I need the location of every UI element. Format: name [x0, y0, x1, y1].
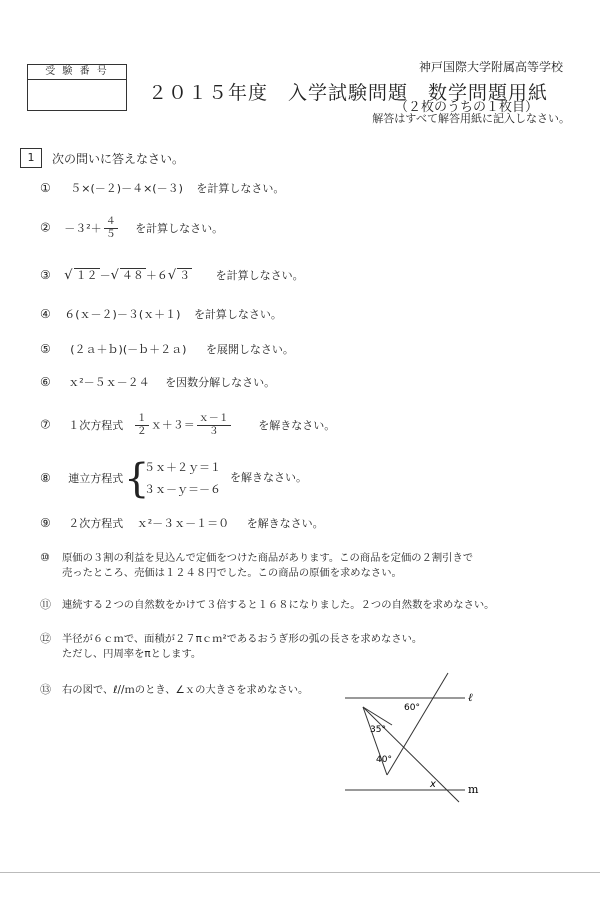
section-instruction: 次の問いに答えなさい。	[52, 152, 185, 166]
question-expression: ６(ｘ－２)－３(ｘ＋１)	[64, 308, 181, 321]
question-instruction: を計算しなさい。	[196, 182, 285, 195]
question-13-line-1: 右の図で、ℓ//ｍのとき、∠ｘの大きさを求めなさい。	[62, 684, 309, 696]
exam-number-label: 受 験 番 号	[28, 65, 126, 80]
section-number: 1	[20, 148, 42, 168]
triangle-top-side	[363, 707, 392, 725]
question-12-number: ⑫	[40, 632, 51, 645]
page-bottom-divider	[0, 872, 600, 873]
operator: ＋６	[145, 269, 168, 282]
question-expression: (２ａ＋ｂ)(－ｂ＋２ａ)	[70, 343, 187, 356]
question-10-number: ⑩	[40, 551, 50, 564]
question-instruction: を解きなさい。	[230, 471, 307, 484]
question-5	[40, 342, 294, 357]
question-1	[40, 181, 284, 196]
fraction-denominator: ３	[208, 426, 219, 437]
question-number: ②	[40, 220, 51, 235]
question-12-line-2: ただし、円周率をπとします。	[62, 648, 202, 660]
question-number: ⑤	[40, 342, 51, 356]
question-2	[40, 216, 223, 241]
equation-label: ２次方程式	[68, 517, 124, 530]
fraction-numerator: ４	[105, 216, 116, 227]
question-instruction: を因数分解しなさい。	[165, 376, 276, 389]
angle-label-x: x	[430, 779, 436, 790]
question-9	[40, 516, 324, 531]
exam-number-box[interactable]	[27, 64, 127, 111]
question-3: ③ √ １２ －√ ４８ ＋６√ ３ を計算しなさい。	[40, 268, 304, 283]
question-10-line-1: 原価の３割の利益を見込んで定価をつけた商品があります。この商品を定価の２割引きで	[62, 552, 474, 564]
question-instruction: を計算しなさい。	[193, 308, 282, 321]
question-number: ①	[40, 181, 51, 195]
question-number: ③	[40, 268, 51, 282]
fraction	[135, 413, 149, 438]
question-number: ⑦	[40, 417, 51, 432]
transversal-line	[387, 673, 448, 775]
page-title: ２０１５年度 入学試験問題 数学問題用紙	[148, 82, 549, 104]
radicand: １２	[75, 269, 98, 282]
question-8-number-label	[40, 471, 123, 486]
radicand: ４８	[121, 269, 144, 282]
question-11-number: ⑪	[40, 598, 51, 611]
system-brace: {	[124, 456, 150, 502]
operator: －	[99, 269, 111, 282]
question-10-line-2: 売ったところ、売価は１２４８円でした。この商品の原価を求めなさい。	[62, 567, 402, 579]
question-instruction: を計算しなさい。	[135, 221, 224, 235]
angle-label-60: 60°	[404, 703, 420, 713]
question-instruction: を解きなさい。	[246, 517, 324, 530]
radicand: ３	[179, 269, 191, 282]
page-count-note: （２枚のうちの１枚目）	[394, 100, 538, 115]
school-name: 神戸国際大学附属高等学校	[418, 60, 563, 74]
fraction	[197, 413, 231, 438]
fraction	[104, 216, 118, 241]
equation-label: 連立方程式	[68, 472, 124, 485]
question-instruction: を展開しなさい。	[205, 343, 294, 356]
question-number: ⑥	[40, 375, 51, 389]
line-label-l: ℓ	[468, 691, 473, 704]
question-expression: －３²＋	[64, 221, 102, 235]
system-equation-2: ３ｘ－ｙ＝－６	[144, 483, 221, 496]
angle-label-40: 40°	[376, 755, 392, 765]
question-expression: ｘ²－３ｘ－１＝０	[136, 517, 230, 530]
question-instruction: を計算しなさい。	[215, 269, 304, 282]
fraction-numerator: ｘ－１	[198, 413, 229, 424]
question-7	[40, 413, 335, 438]
question-instruction: を解きなさい。	[258, 418, 336, 432]
fraction-numerator: １	[136, 413, 147, 424]
question-expression: ｘ²－５ｘ－２４	[68, 376, 150, 389]
question-number: ④	[40, 307, 51, 321]
question-6	[40, 375, 275, 390]
question-expression: ｘ＋３＝	[150, 418, 195, 432]
geometry-figure	[340, 670, 500, 810]
fraction-denominator: ５	[105, 229, 116, 240]
question-11-line-1: 連続する２つの自然数をかけて３倍すると１６８になりました。２つの自然数を求めなさい。	[62, 599, 495, 611]
question-13-number: ⑬	[40, 683, 51, 696]
question-number: ⑨	[40, 516, 51, 530]
equation-label: １次方程式	[68, 418, 124, 432]
question-expression: ５×(－２)－４×(－３)	[70, 182, 183, 195]
line-label-m: m	[468, 783, 479, 796]
question-4	[40, 307, 282, 322]
answer-instruction: 解答はすべて解答用紙に記入しなさい。	[372, 112, 570, 125]
system-equation-1: ５ｘ＋２ｙ＝１	[144, 461, 221, 474]
question-number: ⑧	[40, 471, 51, 485]
question-12-line-1: 半径が６ｃｍで、面積が２７πｃｍ²であるおうぎ形の弧の長さを求めなさい。	[62, 633, 423, 645]
angle-label-35: 35°	[370, 725, 386, 735]
fraction-denominator: ２	[136, 426, 147, 437]
